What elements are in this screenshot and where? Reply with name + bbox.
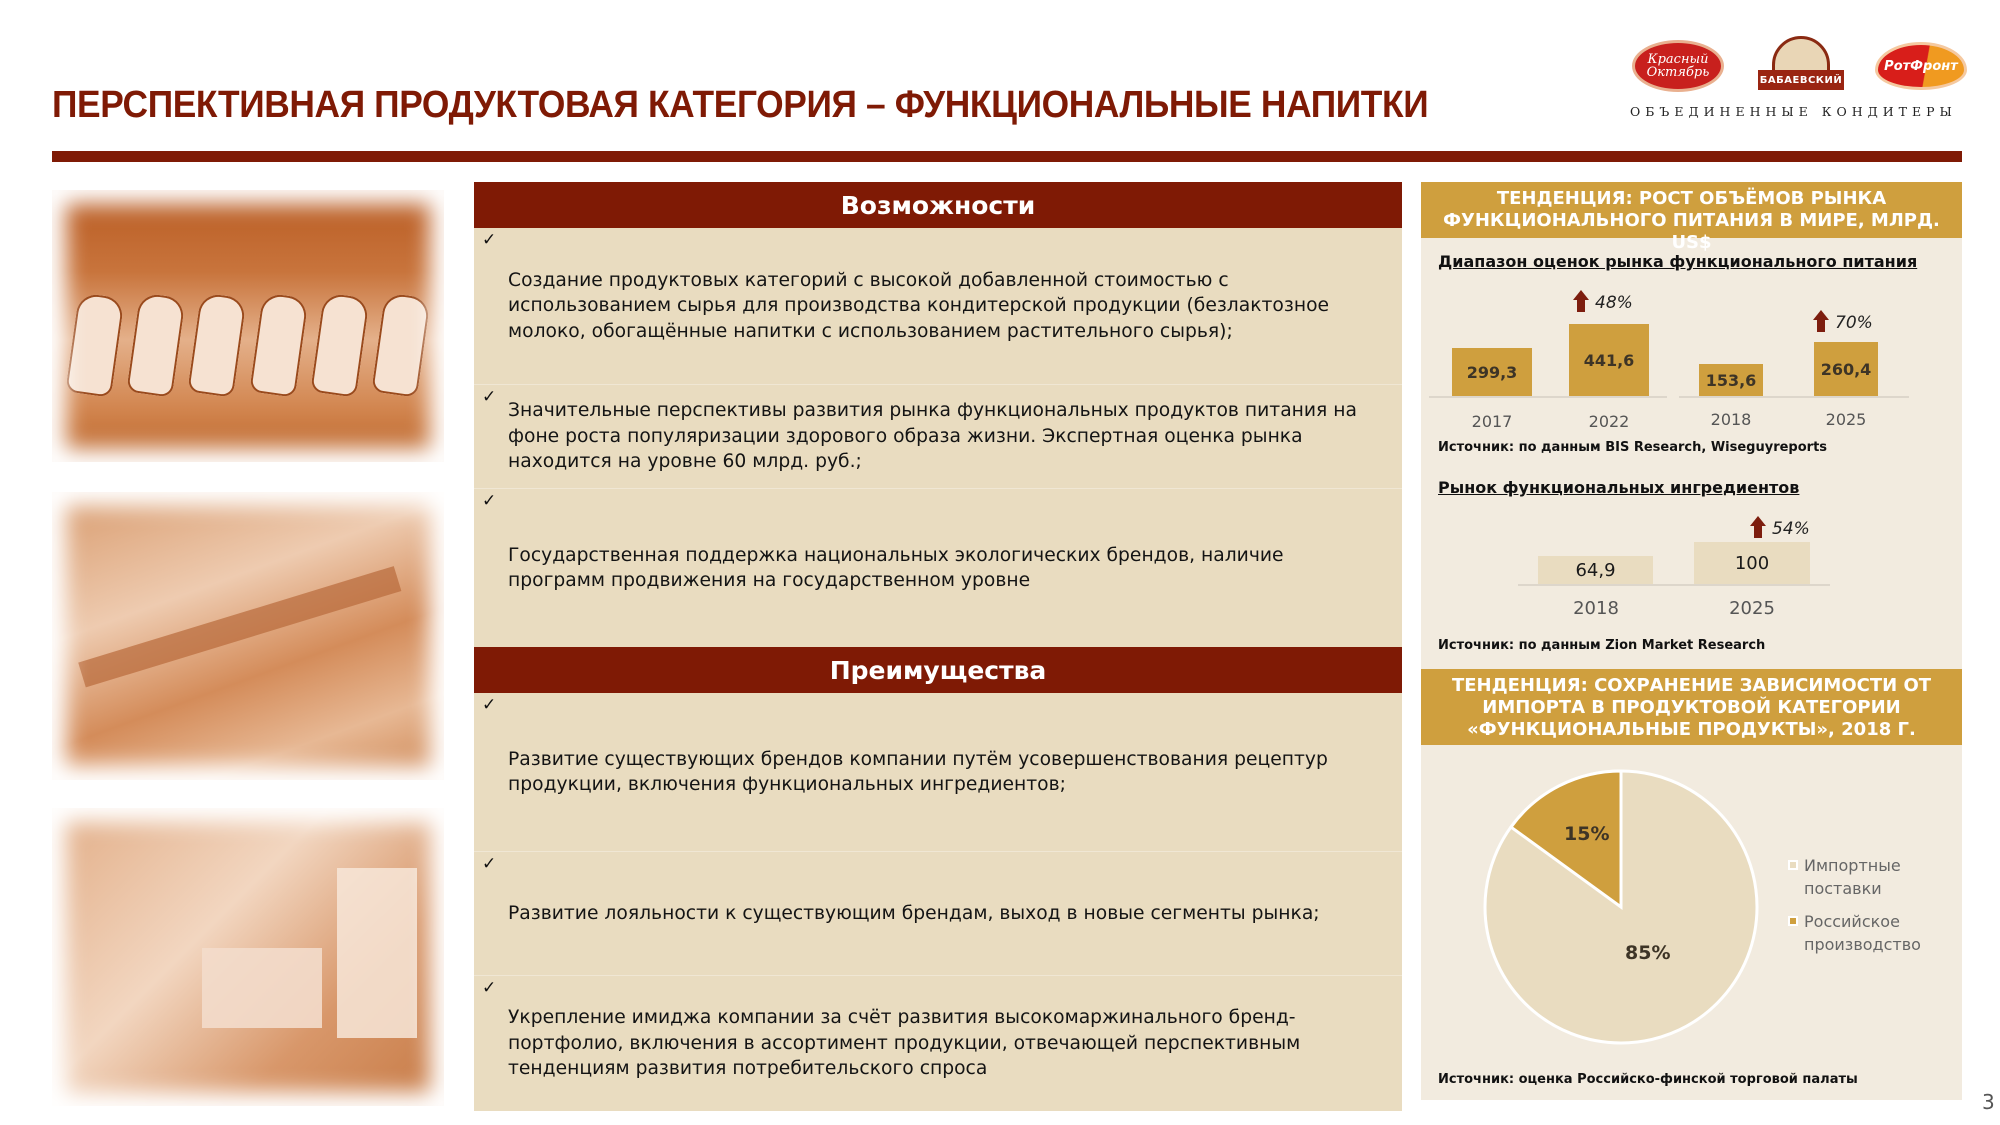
shop-interior-photo — [52, 808, 444, 1106]
trend-2-header — [1421, 669, 1962, 745]
list-item-text: Укрепление имиджа компании за счёт развития высокомаржинального бренд-портфолио, включения в ассортимент продукции, отвечающей перспективным тенденциям развития потребительского спроса — [508, 1006, 1301, 1080]
bar-value: 100 — [1734, 552, 1770, 574]
trend-1-header — [1421, 182, 1962, 253]
page-number: 3 — [1982, 1090, 1995, 1114]
photo-vignette — [52, 492, 444, 780]
growth-pct: 70% — [1835, 313, 1873, 333]
bar-value: 260,4 — [1820, 359, 1872, 379]
list-item — [474, 693, 1402, 851]
advantages-list — [474, 693, 1402, 1111]
bar-2018 — [1699, 364, 1763, 396]
list-item — [474, 228, 1402, 384]
trend-2-header-line: ТЕНДЕНЦИЯ: СОХРАНЕНИЕ ЗАВИСИМОСТИ ОТ — [1451, 675, 1932, 696]
x-tick: 2017 — [1471, 412, 1513, 431]
legend-swatch-icon — [1788, 860, 1798, 870]
bar-2025 — [1694, 542, 1810, 584]
x-tick: 2022 — [1588, 412, 1630, 431]
import-share-pie-chart — [1483, 769, 1759, 1045]
list-item-text: Развитие существующих брендов компании путём усовершенствования рецептур продукции, включения функциональных ингредиентов; — [508, 747, 1328, 795]
x-axis — [1679, 396, 1909, 398]
pie-label-imports: 85% — [1625, 942, 1671, 964]
list-item-text: Создание продуктовых категорий с высокой добавленной стоимостью с использованием сырья для производства кондитерской продукции (безлактозное молоко, обогащённые напитки с использованием растительного сырья); — [508, 268, 1330, 342]
growth-indicator — [1813, 310, 1873, 332]
rot-front-logo-icon — [1875, 42, 1967, 90]
trend-2-header-line: ИМПОРТА В ПРОДУКТОВОЙ КАТЕГОРИИ — [1482, 697, 1901, 718]
arrow-up-icon — [1813, 310, 1829, 332]
brand-logos — [1620, 36, 1970, 126]
bar-2022 — [1569, 324, 1649, 396]
growth-indicator — [1750, 516, 1810, 538]
photo-vignette — [52, 808, 444, 1106]
legend-label: Импортные поставки — [1804, 856, 1901, 898]
checkmark-icon: ✓ — [482, 978, 497, 998]
chart-2-title: Рынок функциональных ингредиентов — [1438, 478, 1800, 497]
chart-1-source: Источник: по данным BIS Research, Wiseguyreports — [1438, 440, 1828, 455]
bar-value: 299,3 — [1466, 362, 1518, 382]
pie-legend — [1788, 854, 1924, 966]
rot-front-logo-text: РотФронт — [1884, 58, 1958, 74]
page-title: ПЕРСПЕКТИВНАЯ ПРОДУКТОВАЯ КАТЕГОРИЯ – ФУНКЦИОНАЛЬНЫЕ НАПИТКИ — [52, 84, 1429, 126]
krasny-oktyabr-logo-text: Красный Октябрь — [1646, 52, 1710, 80]
growth-pct: 48% — [1595, 293, 1633, 313]
list-item-text: Государственная поддержка национальных экологических брендов, наличие программ продвижения на государственном уровне — [508, 543, 1284, 591]
checkmark-icon: ✓ — [482, 854, 497, 874]
arrow-up-icon — [1750, 516, 1766, 538]
checkmark-icon: ✓ — [482, 387, 497, 407]
legend-label: Российское производство — [1804, 912, 1921, 954]
factory-conveyor-photo — [52, 492, 444, 780]
arrow-up-icon — [1573, 290, 1589, 312]
trend-1-header-line: ФУНКЦИОНАЛЬНОГО ПИТАНИЯ В МИРЕ, МЛРД. US$ — [1443, 210, 1940, 253]
krasny-oktyabr-logo-icon — [1632, 40, 1724, 92]
list-item — [474, 488, 1402, 647]
bar-value: 153,6 — [1705, 370, 1757, 390]
growth-indicator — [1573, 290, 1633, 312]
chart-1-title: Диапазон оценок рынка функционального питания — [1438, 252, 1918, 271]
list-item — [474, 851, 1402, 975]
chart-3-source: Источник: оценка Российско-финской торговой палаты — [1438, 1072, 1858, 1087]
trend-1-header-line: ТЕНДЕНЦИЯ: РОСТ ОБЪЁМОВ РЫНКА — [1496, 188, 1887, 209]
bar-2017 — [1452, 348, 1532, 396]
list-item — [474, 384, 1402, 488]
pie-label-russian: 15% — [1564, 823, 1610, 845]
x-axis — [1429, 396, 1667, 398]
list-item-text: Значительные перспективы развития рынка функциональных продуктов питания на фоне роста популяризации здорового образа жизни. Экспертная оценка рынка находится на уровне 60 млрд. руб.; — [508, 399, 1357, 473]
legend-swatch-icon — [1788, 916, 1798, 926]
legend-item-russian — [1788, 910, 1924, 956]
bottling-line-photo — [52, 190, 444, 462]
checkmark-icon: ✓ — [482, 491, 497, 511]
growth-pct: 54% — [1772, 519, 1810, 539]
bar-2018 — [1538, 556, 1653, 584]
x-axis — [1518, 584, 1830, 586]
babaevsky-logo-icon — [1758, 36, 1844, 96]
opportunities-header: Возможности — [474, 182, 1402, 228]
x-tick: 2025 — [1825, 410, 1867, 429]
opportunities-advantages-panel — [474, 182, 1402, 1111]
checkmark-icon: ✓ — [482, 230, 497, 250]
x-tick: 2018 — [1710, 410, 1752, 429]
chart-2-source: Источник: по данным Zion Market Research — [1438, 638, 1766, 653]
babaevsky-logo-text: БАБАЕВСКИЙ — [1758, 70, 1844, 90]
bar-2025 — [1814, 342, 1878, 396]
photo-vignette — [52, 190, 444, 462]
title-divider — [52, 151, 1962, 162]
bar-value: 441,6 — [1583, 350, 1635, 370]
list-item-text: Развитие лояльности к существующим брендам, выход в новые сегменты рынка; — [508, 901, 1320, 924]
x-tick: 2025 — [1729, 598, 1775, 619]
x-tick: 2018 — [1573, 598, 1619, 619]
opportunities-list — [474, 228, 1402, 647]
united-confectioners-caption: ОБЪЕДИНЕННЫЕ КОНДИТЕРЫ — [1630, 104, 1957, 119]
checkmark-icon: ✓ — [482, 695, 497, 715]
list-item — [474, 975, 1402, 1111]
bar-value: 64,9 — [1575, 559, 1616, 581]
trend-2-header-line: «ФУНКЦИОНАЛЬНЫЕ ПРОДУКТЫ», 2018 Г. — [1467, 719, 1916, 740]
legend-item-imports — [1788, 854, 1924, 900]
advantages-header: Преимущества — [474, 647, 1402, 693]
market-trends-panel — [1421, 182, 1962, 1100]
